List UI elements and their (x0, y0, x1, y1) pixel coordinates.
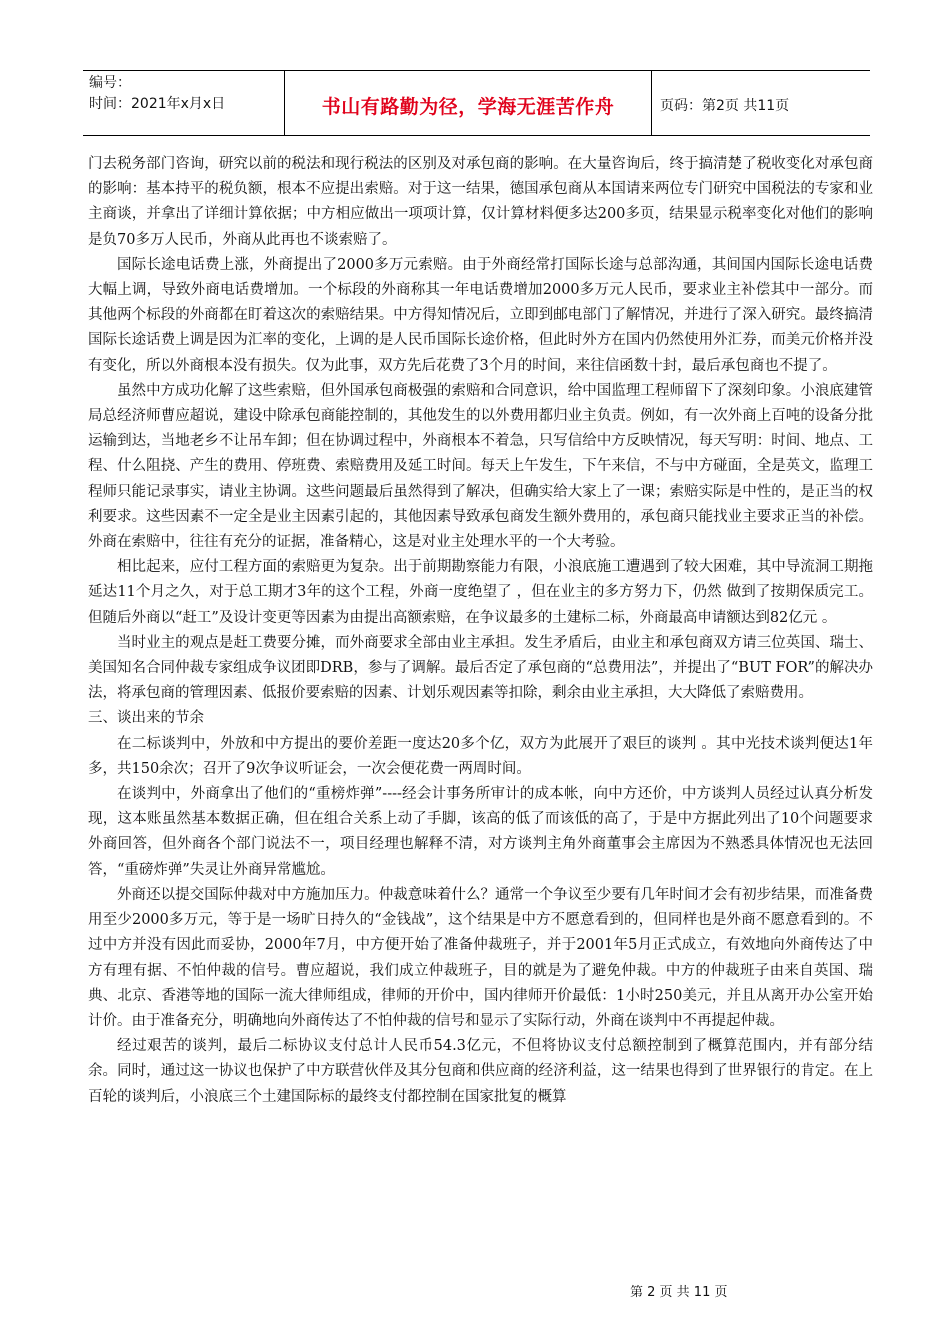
document-body (88, 152, 873, 1110)
header-motto-cell (284, 71, 652, 135)
header-page-info (652, 71, 870, 135)
header-meta (83, 71, 284, 135)
time-label: 时间：2021年x月x日 (89, 96, 226, 112)
page-header (83, 70, 870, 136)
section-heading: 三、谈出来的节余 (88, 710, 204, 727)
paragraph: 在二标谈判中，外放和中方提出的要价差距一度达20多个亿，双方为此展开了艰巨的谈判 。其中光技术谈判便达1年多，共150余次；召开了9次争议听证会，一次会便花费一两周时间。 (88, 735, 873, 777)
number-label: 编号： (89, 75, 131, 91)
motto-text: 书山有路勤为径，学海无涯苦作舟 (321, 95, 615, 118)
paragraph: 国际长途电话费上涨，外商提出了2000多万元索赔。由于外商经常打国际长途与总部沟通，其间国内国际长途电话费大幅上调，导致外商电话费增加。一个标段的外商称其一年电话费增加2000多万元人民币，要求业主补偿其中一部分。而其他两个标段的外商都在盯着这次的索赔结果。中方得知情况后，立即到邮电部门了解情况，并进行了深入研究。最终搞清国际长途话费上调是因为汇率的变化，上调的是人民币国际长途价格，但此时外方在国内仍然使用外汇券，而美元价格并没有变化，所以外商根本没有损失。仅为此事，双方先后花费了3个月的时间，来往信函数十封，最后承包商也不提了。 (88, 256, 873, 374)
page-info-text: 页码：第2页 共11页 (660, 98, 790, 114)
paragraph: 经过艰苦的谈判，最后二标协议支付总计人民币54.3亿元，不但将协议支付总额控制到了概算范围内，并有部分结余。同时，通过这一协议也保护了中方联营伙伴及其分包商和供应商的经济利益，这一结果也得到了世界银行的肯定。在上百轮的谈判后，小浪底三个土建国际标的最终支付都控制在国家批复的概算 (88, 1038, 873, 1105)
paragraph: 当时业主的观点是赶工费要分摊，而外商要求全部由业主承担。发生矛盾后，由业主和承包商双方请三位英国、瑞士、美国知名合同仲裁专家组成争议团即DRB，参与了调解。最后否定了承包商的“总费用法”，并提出了“BUT FOR”的解决办法，将承包商的管理因素、低报价要索赔的因素、计划乐观因素等扣除，剩余由业主承担，大大降低了索赔费用。 (88, 634, 873, 702)
paragraph: 虽然中方成功化解了这些索赔，但外国承包商极强的索赔和合同意识，给中国监理工程师留下了深刻印象。小浪底建管局总经济师曹应超说，建设中除承包商能控制的，其他发生的以外费用都归业主负责。例如，有一次外商上百吨的设备分批运输到达，当地老乡不让吊车卸；但在协调过程中，外商根本不着急，只写信给中方反映情况，每天写明：时间、地点、工程、什么阻挠、产生的费用、停班费、索赔费用及延工时间。每天上午发生，下午来信，不与中方碰面，全是英文，监理工程师只能记录事实，请业主协调。这些问题最后虽然得到了解决，但确实给大家上了一课；索赔实际是中性的，是正当的权利要求。这些因素不一定全是业主因素引起的，其他因素导致承包商发生额外费用的，承包商只能找业主要求正当的补偿。外商在索赔中，往往有充分的证据，准备精心，这是对业主处理水平的一个大考验。 (88, 382, 873, 551)
page-footer (630, 1281, 830, 1300)
paragraph-continued: 门去税务部门咨询，研究以前的税法和现行税法的区别及对承包商的影响。在大量咨询后，终于搞清楚了税收变化对承包商的影响：基本持平的税负额，根本不应提出索赔。对于这一结果，德国承包商从本国请来两位专门研究中国税法的专家和业主商谈，并拿出了详细计算依据；中方相应做出一项项计算，仅计算材料便多达200多页，结果显示税率变化对他们的影响是负70多万人民币，外商从此再也不谈索赔了。 (88, 156, 873, 248)
footer-page-number: 第 2 页 共 11 页 (630, 1285, 728, 1300)
paragraph: 外商还以提交国际仲裁对中方施加压力。仲裁意味着什么？通常一个争议至少要有几年时间才会有初步结果，而准备费用至少2000多万元，等于是一场旷日持久的“金钱战”，这个结果是中方不愿意看到的，但同样也是外商不愿意看到的。不过中方并没有因此而妥协，2000年7月，中方便开始了准备仲裁班子，并于2001年5月正式成立，有效地向外商传达了中方有理有据、不怕仲裁的信号。曹应超说，我们成立仲裁班子，目的就是为了避免仲裁。中方的仲裁班子由来自英国、瑞典、北京、香港等地的国际一流大律师组成，律师的开价中，国内律师开价最低：1小时250美元，并且从离开办公室开始计价。由于准备充分，明确地向外商传达了不怕仲裁的信号和显示了实际行动，外商在谈判中不再提起仲裁。 (88, 886, 873, 1029)
paragraph: 在谈判中，外商拿出了他们的“重榜炸弹”----经会计事务所审计的成本帐，向中方还价，中方谈判人员经过认真分析发现，这本账虽然基本数据正确，但在组合关系上动了手脚，该高的低了而该低的高了，于是中方据此列出了10个问题要求外商回答，但外商各个部门说法不一，项目经理也解释不清，对方谈判主角外商董事会主席因为不熟悉具体情况也无法回答，“重磅炸弹”失灵让外商异常尴尬。 (88, 786, 873, 878)
paragraph: 相比起来，应付工程方面的索赔更为复杂。出于前期勘察能力有限，小浪底施工遭遇到了较大困难，其中导流洞工期拖延达11个月之久，对于总工期才3年的这个工程，外商一度绝望了 ，但在业主的多方努力下，仍然 做到了按期保质完工。但随后外商以“赶工”及设计变更等因素为由提出高额索赔，在争议最多的土建标二标，外商最高申请额达到82亿元 。 (88, 559, 873, 626)
